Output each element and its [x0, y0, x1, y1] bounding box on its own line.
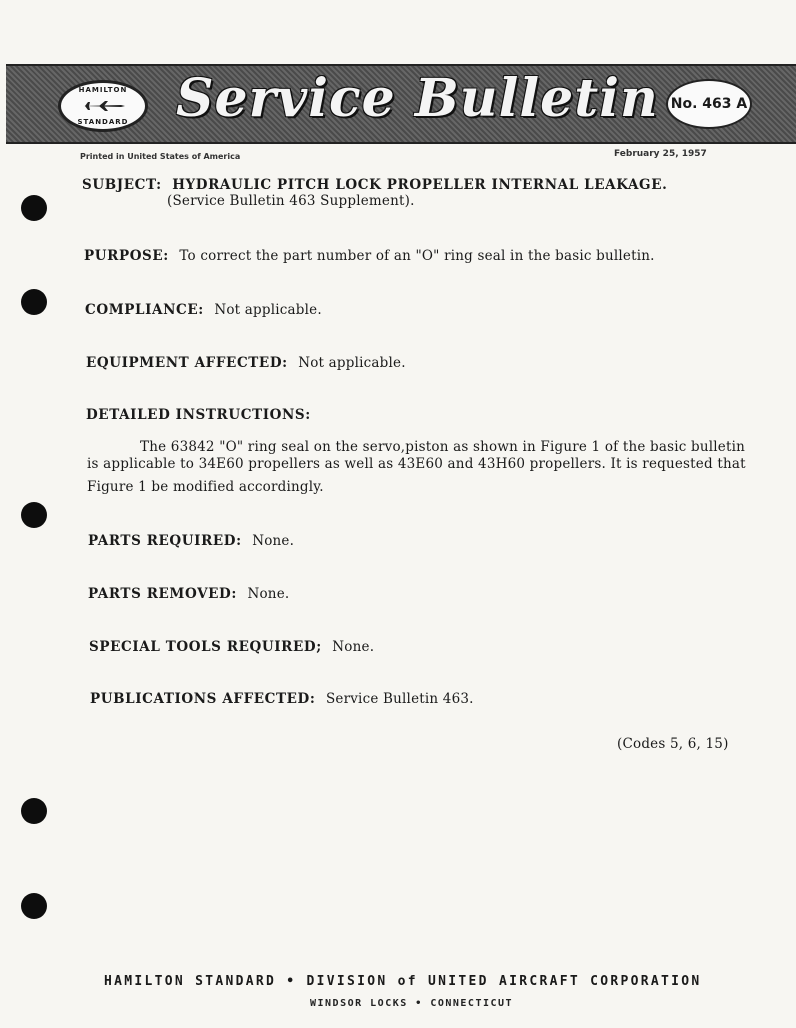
- subject-label: SUBJECT:: [82, 177, 162, 193]
- publications-label: PUBLICATIONS AFFECTED:: [90, 691, 316, 707]
- printed-in-note: Printed in United States of America: [80, 152, 241, 161]
- compliance-line: [85, 302, 322, 318]
- binder-hole: [21, 798, 47, 824]
- binder-hole: [21, 893, 47, 919]
- bulletin-title: Service Bulletin: [176, 68, 659, 129]
- footer-location: WINDSOR LOCKS • CONNECTICUT: [310, 998, 514, 1009]
- purpose-text: To correct the part number of an "O" ring seal in the basic bulletin.: [179, 248, 655, 264]
- instructions-label: DETAILED INSTRUCTIONS:: [86, 407, 311, 423]
- logo-text-bottom: STANDARD: [77, 118, 129, 126]
- publications-text: Service Bulletin 463.: [325, 691, 474, 707]
- binder-hole: [21, 502, 47, 528]
- purpose-label: PURPOSE:: [84, 248, 169, 264]
- equipment-label: EQUIPMENT AFFECTED:: [86, 355, 288, 371]
- logo-text-top: HAMILTON: [78, 86, 128, 94]
- airplane-icon: [81, 100, 127, 112]
- parts-required-label: PARTS REQUIRED:: [88, 533, 242, 549]
- parts-removed-text: None.: [247, 586, 290, 602]
- special-tools-line: [89, 639, 374, 655]
- codes: (Codes 5, 6, 15): [617, 736, 729, 752]
- purpose-line: [84, 248, 655, 264]
- parts-removed-label: PARTS REMOVED:: [88, 586, 237, 602]
- instructions-line-3: Figure 1 be modified accordingly.: [87, 479, 324, 495]
- parts-required-line: [88, 533, 294, 549]
- equipment-line: [86, 355, 406, 371]
- footer-company: HAMILTON STANDARD • DIVISION of UNITED AIRCRAFT CORPORATION: [104, 974, 702, 989]
- bulletin-number: No. 463 A: [666, 79, 752, 129]
- parts-removed-line: [88, 586, 289, 602]
- special-tools-label: SPECIAL TOOLS REQUIRED;: [89, 639, 322, 655]
- hamilton-standard-logo: [58, 80, 148, 132]
- publications-line: [90, 691, 474, 707]
- header-banner: [6, 64, 796, 144]
- subject-text: HYDRAULIC PITCH LOCK PROPELLER INTERNAL LEAKAGE.: [172, 177, 668, 193]
- subject-line-2: (Service Bulletin 463 Supplement).: [167, 193, 415, 209]
- instructions-line-2: is applicable to 34E60 propellers as well as 43E60 and 43H60 propellers. It is requested that: [87, 456, 746, 472]
- equipment-text: Not applicable.: [298, 355, 406, 371]
- special-tools-text: None.: [332, 639, 375, 655]
- parts-required-text: None.: [252, 533, 295, 549]
- binder-hole: [21, 195, 47, 221]
- instructions-line-1: The 63842 "O" ring seal on the servo,piston as shown in Figure 1 of the basic bulletin: [140, 439, 746, 455]
- subject-line: [82, 177, 667, 193]
- compliance-label: COMPLIANCE:: [85, 302, 204, 318]
- binder-hole: [21, 289, 47, 315]
- compliance-text: Not applicable.: [214, 302, 322, 318]
- bulletin-date: February 25, 1957: [614, 149, 707, 159]
